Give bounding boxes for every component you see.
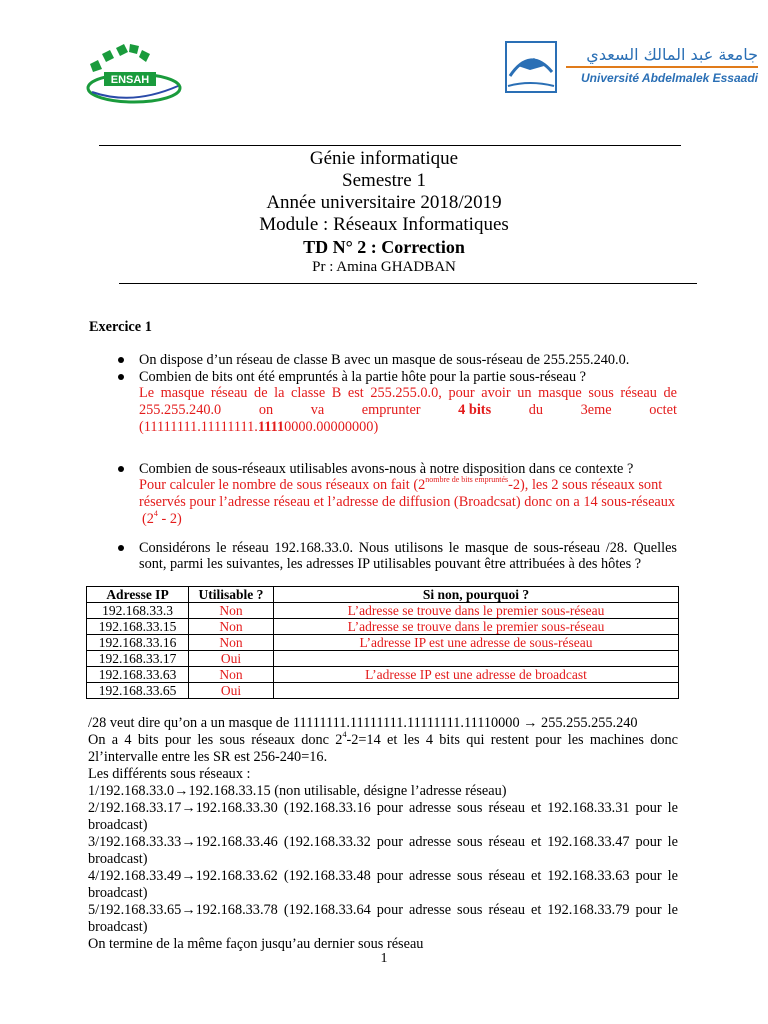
table-row xyxy=(87,635,679,651)
subnet-line: 1/192.168.33.0→192.168.33.15 (non utilisable, désigne l’adresse réseau) xyxy=(88,783,507,799)
bullet-icon xyxy=(118,461,126,469)
table-row xyxy=(87,667,679,683)
subnet-line xyxy=(88,902,678,919)
question-2: Combien de bits ont été empruntés à la partie hôte pour la partie sous-réseau ? xyxy=(139,369,587,385)
answer-3-line-3 xyxy=(142,511,680,528)
subnet-line: broadcast) xyxy=(88,817,148,833)
explanation-line-text xyxy=(88,732,678,749)
module-name: Module : Réseaux Informatiques xyxy=(259,214,509,235)
answer-2-mask: 255.255.240.0 xyxy=(139,402,222,418)
answer-3-text: Pour calculer le nombre de sous réseaux on fait (2 xyxy=(139,477,426,493)
answer-2-line-3 xyxy=(139,419,677,436)
answer-2-line-2 xyxy=(139,402,677,419)
header-rule-top xyxy=(99,145,681,146)
question-4-line-2: sont, parmi les suivantes, les adresses IP utilisables pouvant être attribuées à des hôtes ? xyxy=(139,556,642,572)
ensah-logo-text: ENSAH xyxy=(110,74,150,86)
usable-cell: Non xyxy=(189,635,274,651)
answer-3-formula: - 2) xyxy=(157,511,182,527)
reason-cell xyxy=(274,651,679,667)
subnet-line xyxy=(88,800,678,817)
answer-3-formula-exponent: 4 xyxy=(153,509,158,519)
table-row xyxy=(87,619,679,635)
program-name: Génie informatique xyxy=(309,148,459,169)
answer-2-binary-prefix: (11111111.11111111. xyxy=(139,419,258,435)
subnet-line-text: 4/192.168.33.49→192.168.33.62 (192.168.33.48 pour adresse sous réseau et 192.168.33.63 pour le xyxy=(88,868,678,884)
reason-cell: L’adresse IP est une adresse de broadcast xyxy=(274,667,679,683)
subnet-line: broadcast) xyxy=(88,919,148,935)
answer-2-line-1 xyxy=(139,385,677,402)
table-header-cell: Si non, pourquoi ? xyxy=(274,587,679,603)
closing-line: On termine de la même façon jusqu’au dernier sous réseau xyxy=(88,936,424,952)
subnet-line: broadcast) xyxy=(88,885,148,901)
usable-cell: Oui xyxy=(189,683,274,699)
answer-2-word: du xyxy=(528,402,544,418)
subnet-line-text: 5/192.168.33.65→192.168.33.78 (192.168.33.64 pour adresse sous réseau et 192.168.33.79 pour le xyxy=(88,902,678,918)
ip-cell: 192.168.33.15 xyxy=(87,619,189,635)
reason-cell: L’adresse se trouve dans le premier sous-réseau xyxy=(274,619,679,635)
ip-cell: 192.168.33.65 xyxy=(87,683,189,699)
subnet-line-text: 2/192.168.33.17→192.168.33.30 (192.168.33.16 pour adresse sous réseau et 192.168.33.31 pour le xyxy=(88,800,678,816)
explanation-text: -2=14 et les 4 bits qui restent pour les machines donc xyxy=(346,732,678,748)
reason-cell: L’adresse se trouve dans le premier sous-réseau xyxy=(274,603,679,619)
university-logo xyxy=(500,36,762,98)
usable-cell: Non xyxy=(189,603,274,619)
question-4-line-1-text: Considérons le réseau 192.168.33.0. Nous utilisons le masque de sous-réseau /28. Quelles xyxy=(139,540,677,556)
answer-2-bits: 4 bits xyxy=(458,402,492,418)
answer-3-formula: (2 xyxy=(142,511,154,527)
table-header-row xyxy=(87,587,679,603)
question-1: On dispose d’un réseau de classe B avec un masque de sous-réseau de 255.255.240.0. xyxy=(139,352,630,368)
subnet-line xyxy=(88,868,678,885)
ensah-logo xyxy=(82,42,182,110)
semester: Semestre 1 xyxy=(342,170,426,191)
bullet-icon xyxy=(118,352,126,360)
subnet-line-text: 3/192.168.33.33→192.168.33.46 (192.168.33.32 pour adresse sous réseau et 192.168.33.47 pour le xyxy=(88,834,678,850)
answer-2-binary-suffix: 0000.00000000) xyxy=(284,419,379,435)
answer-3-line-2: réservés pour l’adresse réseau et l’adresse de diffusion (Broadcsat) donc on a 14 sous-réseaux xyxy=(139,494,676,510)
usable-cell: Oui xyxy=(189,651,274,667)
academic-year: Année universitaire 2018/2019 xyxy=(266,192,502,213)
question-3: Combien de sous-réseaux utilisables avons-nous à notre disposition dans ce contexte ? xyxy=(139,461,634,477)
answer-2-binary-bold: 1111 xyxy=(257,419,285,435)
td-title: TD N° 2 : Correction xyxy=(303,237,465,257)
table-row xyxy=(87,651,679,667)
exercise-title: Exercice 1 xyxy=(89,319,152,335)
university-logo-latin: Université Abdelmalek Essaadi xyxy=(581,71,758,85)
usable-cell: Non xyxy=(189,667,274,683)
reason-cell: L’adresse IP est une adresse de sous-réseau xyxy=(274,635,679,651)
explanation-line: /28 veut dire qu’on a un masque de 11111111.11111111.11111111.11110000 → 255.255.255.240 xyxy=(88,715,638,731)
document-header xyxy=(0,148,768,276)
table-header-cell: Adresse IP xyxy=(87,587,189,603)
ip-cell: 192.168.33.17 xyxy=(87,651,189,667)
ip-address-table xyxy=(86,586,679,699)
answer-2-line-1-text: Le masque réseau de la classe B est 255.255.0.0, pour avoir un masque sous réseau de xyxy=(139,385,677,401)
explanation-line: 2l’intervalle entre les SR est 256-240=16. xyxy=(88,749,328,765)
answer-3-text: -2), les 2 sous réseaux sont xyxy=(508,477,663,493)
table-row xyxy=(87,683,679,699)
subnet-line: broadcast) xyxy=(88,851,148,867)
university-logo-arabic: جامعة عبد المالك السعدي xyxy=(586,45,758,64)
answer-2-word: octet xyxy=(649,402,677,418)
subnet-line xyxy=(88,834,678,851)
reason-cell xyxy=(274,683,679,699)
answer-3-line-1 xyxy=(139,477,677,494)
ip-cell: 192.168.33.16 xyxy=(87,635,189,651)
usable-cell: Non xyxy=(189,619,274,635)
bullet-icon xyxy=(118,369,126,377)
page-number: 1 xyxy=(380,951,388,966)
explanation-exponent: 4 xyxy=(342,730,347,740)
professor-name: Pr : Amina GHADBAN xyxy=(312,259,456,275)
answer-2-word: emprunter xyxy=(361,402,421,418)
explanation-text: On a 4 bits pour les sous réseaux donc 2 xyxy=(88,732,343,748)
table-row xyxy=(87,603,679,619)
bullet-icon xyxy=(118,540,126,548)
explanation-line xyxy=(88,732,678,749)
question-4-line-1 xyxy=(139,540,677,557)
answer-3-exponent: nombre de bits empruntés xyxy=(425,475,509,485)
header-rule-bottom xyxy=(119,283,697,284)
explanation-line: Les différents sous réseaux : xyxy=(88,766,251,782)
answer-2-word: 3eme xyxy=(580,402,612,418)
answer-2-word: on xyxy=(258,402,274,418)
ip-cell: 192.168.33.63 xyxy=(87,667,189,683)
table-header-cell: Utilisable ? xyxy=(189,587,274,603)
ip-cell: 192.168.33.3 xyxy=(87,603,189,619)
answer-2-word: va xyxy=(310,402,325,418)
